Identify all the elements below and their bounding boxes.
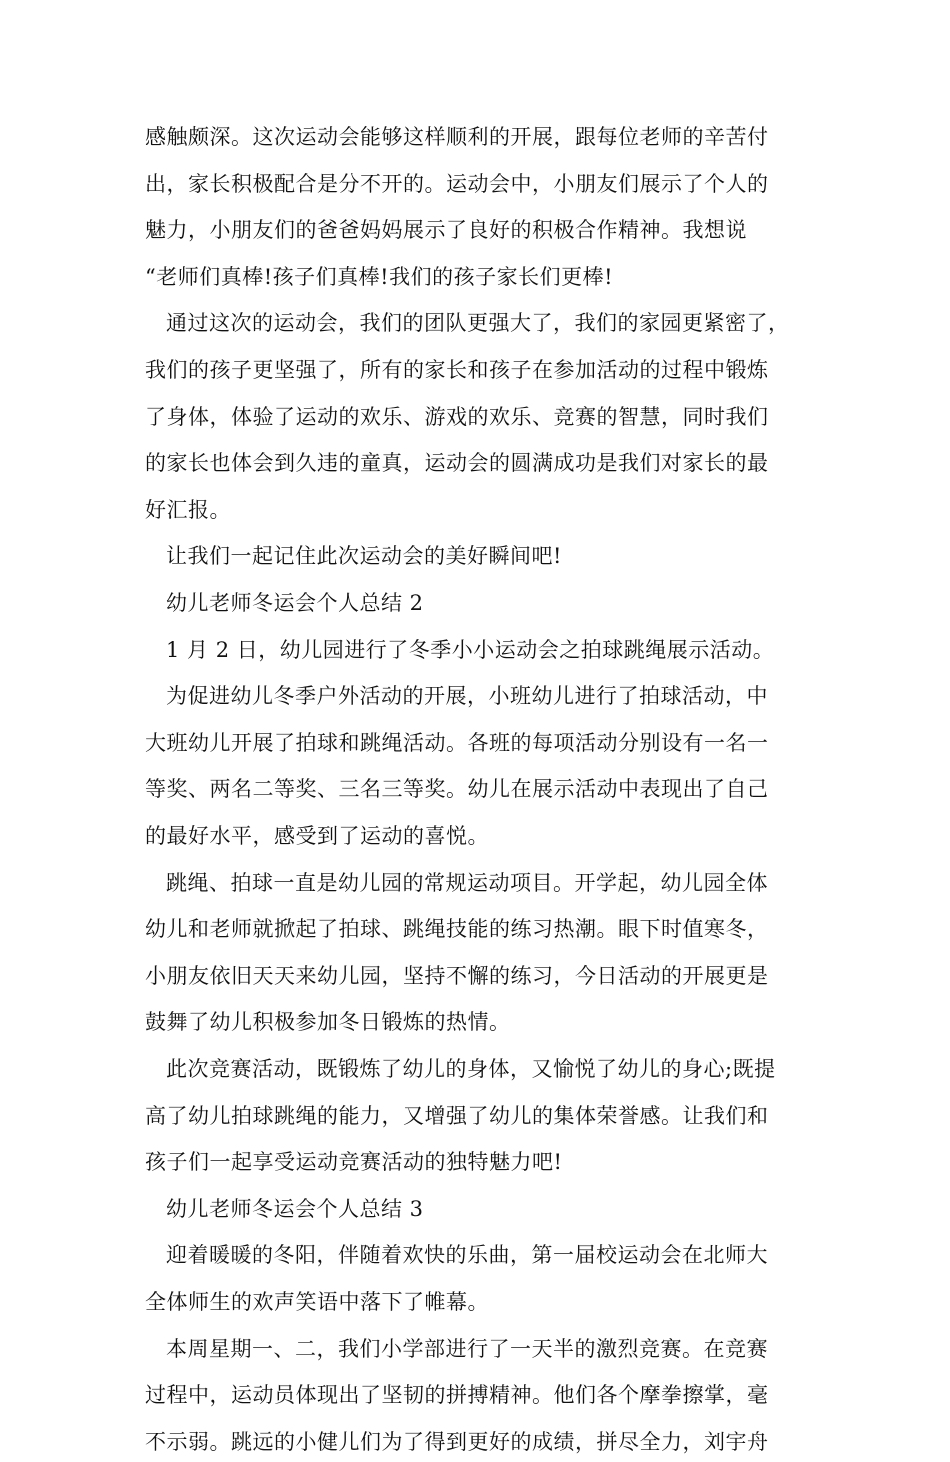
- text-line: 为促进幼儿冬季户外活动的开展，小班幼儿进行了拍球活动，中: [166, 684, 768, 709]
- text-line: 跳绳、拍球一直是幼儿园的常规运动项目。开学起，幼儿园全体: [166, 870, 768, 895]
- text-line: “老师们真棒!孩子们真棒!我们的孩子家长们更棒!: [145, 264, 614, 289]
- text-line: 大班幼儿开展了拍球和跳绳活动。各班的每项活动分别设有一名一: [145, 730, 769, 755]
- text-line: 了身体，体验了运动的欢乐、游戏的欢乐、竞赛的智慧，同时我们: [145, 404, 769, 429]
- text-line: 等奖、两名二等奖、三名三等奖。幼儿在展示活动中表现出了自己: [145, 777, 769, 802]
- text-line: 高了幼儿拍球跳绳的能力，又增强了幼儿的集体荣誉感。让我们和: [145, 1103, 769, 1128]
- text-line: 不示弱。跳远的小健儿们为了得到更好的成绩，拼尽全力，刘宇舟: [145, 1429, 769, 1454]
- text-line: 魅力，小朋友们的爸爸妈妈展示了良好的积极合作精神。我想说: [145, 218, 747, 243]
- text-line: 迎着暖暖的冬阳，伴随着欢快的乐曲，第一届校运动会在北师大: [166, 1243, 768, 1268]
- text-line: 小朋友依旧天天来幼儿园，坚持不懈的练习，今日活动的开展更是: [145, 963, 769, 988]
- text-line: 好汇报。: [145, 497, 231, 522]
- text-line: 鼓舞了幼儿积极参加冬日锻炼的热情。: [145, 1010, 511, 1035]
- text-line: 此次竞赛活动，既锻炼了幼儿的身体，又愉悦了幼儿的身心;既提: [166, 1057, 776, 1081]
- text-line: 的家长也体会到久违的童真，运动会的圆满成功是我们对家长的最: [145, 451, 769, 476]
- text-line: 幼儿和老师就掀起了拍球、跳绳技能的练习热潮。眼下时值寒冬，: [145, 917, 769, 942]
- text-line: 让我们一起记住此次运动会的美好瞬间吧!: [166, 544, 562, 569]
- section-heading: 幼儿老师冬运会个人总结 2: [166, 591, 424, 615]
- text-line: 我们的孩子更坚强了，所有的家长和孩子在参加活动的过程中锻炼: [145, 358, 769, 382]
- text-line: 全体师生的欢声笑语中落下了帷幕。: [145, 1290, 489, 1314]
- text-line: 的最好水平，感受到了运动的喜悦。: [145, 824, 489, 848]
- section-heading: 幼儿老师冬运会个人总结 3: [166, 1196, 424, 1221]
- text-line: 出，家长积极配合是分不开的。运动会中，小朋友们展示了个人的: [145, 171, 769, 196]
- text-line: 通过这次的运动会，我们的团队更强大了，我们的家园更紧密了，: [166, 311, 790, 336]
- text-line: 感触颇深。这次运动会能够这样顺利的开展，跟每位老师的辛苦付: [145, 125, 769, 149]
- text-line: 过程中，运动员体现出了坚韧的拼搏精神。他们各个摩拳擦掌，毫: [145, 1383, 769, 1408]
- text-line: 孩子们一起享受运动竞赛活动的独特魅力吧!: [145, 1150, 563, 1175]
- text-line: 本周星期一、二，我们小学部进行了一天半的激烈竞赛。在竞赛: [166, 1336, 768, 1361]
- text-line: 1 月 2 日，幼儿园进行了冬季小小运动会之拍球跳绳展示活动。: [166, 637, 775, 662]
